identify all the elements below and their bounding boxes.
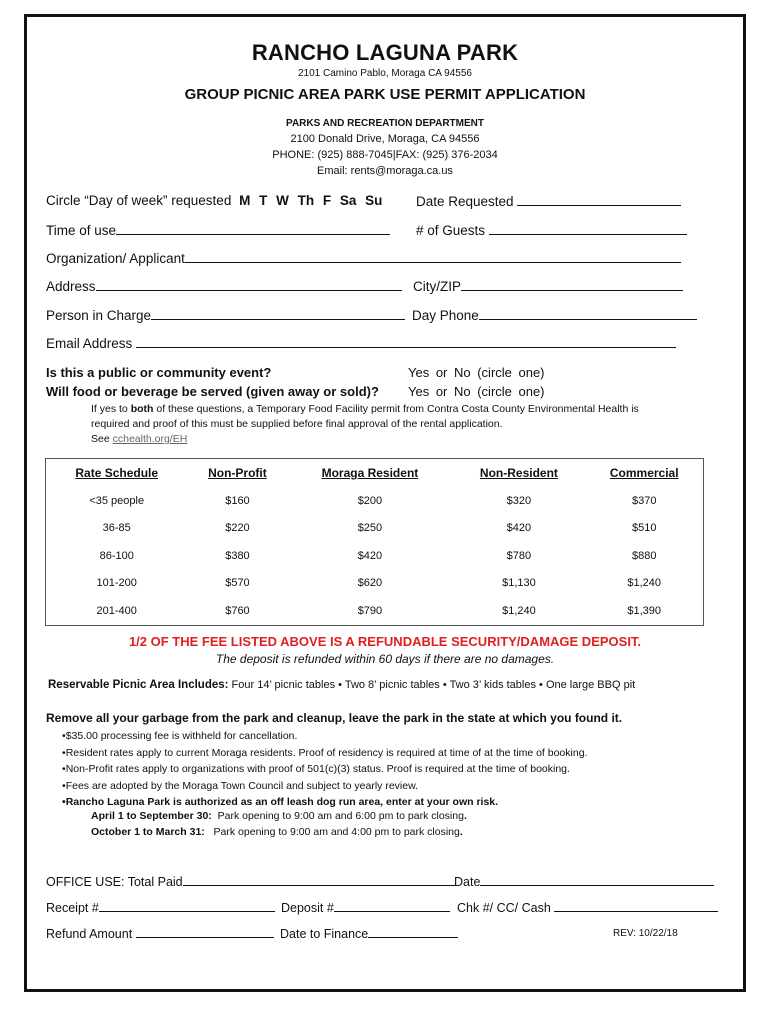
column-header: Rate Schedule (75, 466, 159, 480)
guests-label: # of Guests (416, 223, 486, 238)
date-requested-row (416, 193, 681, 209)
column-header: Commercial (609, 466, 679, 480)
table-cell: $780 (506, 549, 532, 562)
table-cell: $370 (631, 494, 657, 507)
column-header: Non-Resident (479, 466, 558, 480)
rate-schedule-table (45, 458, 704, 626)
rules-list (62, 728, 587, 811)
reservable-label: Reservable Picnic Area Includes: (48, 679, 229, 691)
list-item: • Resident rates apply to current Moraga residents. Proof of residency is required at time of at the time of booking. (62, 745, 587, 762)
public-event-answer[interactable]: Yes or No (circle one) (408, 365, 545, 380)
organization-label: Organization/ Applicant (46, 251, 185, 266)
refund-amount-label: Refund Amount (46, 927, 133, 941)
refund-amount-row (46, 925, 274, 941)
table-cell: 36-85 (102, 522, 131, 535)
day-phone-label: Day Phone (412, 308, 479, 323)
cchealth-link[interactable]: cchealth.org/EH (112, 433, 188, 445)
food-answer[interactable]: Yes or No (circle one) (408, 384, 545, 399)
office-date-field[interactable] (480, 873, 714, 886)
table-cell: $420 (506, 522, 532, 535)
email-label: Email Address (46, 336, 133, 351)
note-text: of these questions, a Temporary Food Facility permit from Contra Costa County Environmental Health is (156, 403, 639, 415)
table-cell: $420 (357, 549, 383, 562)
page-title: RANCHO LAGUNA PARK (251, 40, 519, 65)
table-cell: $380 (225, 549, 250, 562)
table-cell: $1,240 (502, 604, 536, 617)
payment-method-row (457, 899, 718, 915)
table-row (46, 570, 704, 598)
office-date-label: Date (454, 875, 481, 889)
person-in-charge-field[interactable] (151, 307, 405, 320)
table-cell: $1,130 (502, 577, 536, 590)
column-header: Non-Profit (208, 466, 267, 480)
address-label: Address (46, 279, 96, 294)
email-field[interactable] (136, 335, 676, 348)
day-of-week-row (46, 193, 382, 208)
table-cell: $570 (225, 577, 250, 590)
table-cell: $1,390 (627, 604, 662, 617)
note-text: If yes to (91, 403, 128, 415)
time-of-use-label: Time of use (46, 223, 117, 238)
address-field[interactable] (96, 278, 402, 291)
table-cell: $320 (506, 494, 532, 507)
day-of-week-label: Circle “Day of week” requested (46, 193, 232, 208)
organization-field[interactable] (185, 250, 681, 263)
table-cell: <35 people (89, 494, 145, 507)
column-header: Moraga Resident (321, 466, 419, 480)
note-text: required and proof of this must be supplied before final approval of the rental application. (91, 418, 503, 430)
receipt-row (46, 899, 275, 915)
office-date-row (454, 873, 714, 889)
summer-hours-text: Park opening to 9:00 am and 6:00 pm to park closing (217, 810, 464, 822)
day-phone-field[interactable] (479, 307, 697, 320)
table-cell: $760 (225, 604, 250, 617)
payment-method-field[interactable] (554, 899, 718, 912)
date-to-finance-field[interactable] (368, 925, 458, 938)
deposit-notice: 1/2 OF THE FEE LISTED ABOVE IS A REFUNDABLE SECURITY/DAMAGE DEPOSIT. (128, 634, 642, 649)
table-cell: $200 (357, 494, 383, 507)
department-name: PARKS AND RECREATION DEPARTMENT (286, 118, 484, 129)
person-in-charge-label: Person in Charge (46, 308, 152, 323)
table-cell: $250 (357, 522, 383, 535)
table-cell: $1,240 (627, 577, 662, 590)
list-item: • Non-Profit rates apply to organizations with proof of 501(c)(3) status. Proof is required at the time of booking. (62, 761, 587, 778)
table-cell: $880 (631, 549, 657, 562)
department-address: 2100 Donald Drive, Moraga, CA 94556 (290, 133, 480, 145)
food-permit-note (91, 402, 639, 447)
deposit-refund-note: The deposit is refunded within 60 days if there are no damages. (215, 652, 555, 666)
summer-hours: April 1 to September 30: Park opening to 9:00 am and 6:00 pm to park closing. (91, 810, 467, 822)
table-cell: $790 (357, 604, 383, 617)
table-cell: 86-100 (99, 549, 134, 562)
total-paid-field[interactable] (183, 873, 457, 886)
table-cell: $620 (357, 577, 383, 590)
reservable-area (48, 679, 635, 691)
department-phone: PHONE: (925) 888-7045|FAX: (925) 376-2034 (272, 149, 498, 161)
note-text: See (91, 433, 110, 445)
table-row (46, 515, 704, 543)
table-row (46, 542, 704, 570)
list-item: • Rancho Laguna Park is authorized as an off leash dog run area, enter at your own risk. (62, 794, 587, 811)
table-cell: $510 (631, 522, 657, 535)
address-row (46, 278, 402, 294)
email-row (46, 335, 676, 351)
receipt-field[interactable] (99, 899, 275, 912)
summer-hours-label: April 1 to September 30: (91, 810, 212, 822)
note-emphasis: both (130, 403, 154, 415)
date-requested-field[interactable] (517, 193, 681, 206)
garbage-heading: Remove all your garbage from the park and cleanup, leave the park in the state at which you found it. (46, 711, 623, 725)
total-paid-label: OFFICE USE: Total Paid (46, 875, 183, 889)
payment-method-label: Chk #/ CC/ Cash (457, 901, 551, 915)
table-cell: 201-400 (96, 604, 137, 617)
revision-date: REV: 10/22/18 (613, 928, 678, 939)
winter-hours: October 1 to March 31: Park opening to 9:00 am and 4:00 pm to park closing. (91, 826, 463, 838)
table-cell: 101-200 (96, 577, 137, 590)
guests-row (416, 222, 687, 238)
reservable-items: Four 14’ picnic tables • Two 8’ picnic tables • Two 3’ kids tables • One large BBQ pit (231, 679, 636, 691)
list-item: • $35.00 processing fee is withheld for cancellation. (62, 728, 587, 745)
time-of-use-row (46, 222, 390, 238)
date-to-finance-row (280, 925, 458, 941)
person-in-charge-row (46, 307, 405, 323)
time-of-use-field[interactable] (116, 222, 390, 235)
table-cell: $220 (225, 522, 250, 535)
date-to-finance-label: Date to Finance (280, 927, 369, 941)
organization-row (46, 250, 681, 266)
table-row (46, 487, 704, 515)
table-cell: $160 (225, 494, 250, 507)
food-question: Will food or beverage be served (given away or sold)? (46, 384, 379, 399)
receipt-label: Receipt # (46, 901, 99, 915)
cityzip-row (413, 278, 683, 294)
guests-field[interactable] (489, 222, 687, 235)
date-requested-label: Date Requested (416, 194, 514, 209)
form-subtitle: GROUP PICNIC AREA PARK USE PERMIT APPLICATION (184, 86, 586, 103)
department-email: Email: rents@moraga.ca.us (317, 165, 453, 177)
refund-amount-field[interactable] (136, 925, 274, 938)
public-event-question: Is this a public or community event? (46, 365, 272, 380)
winter-hours-label: October 1 to March 31: (91, 826, 205, 838)
total-paid-row (46, 873, 457, 889)
cityzip-field[interactable] (461, 278, 683, 291)
table-row (46, 597, 704, 625)
day-of-week-options[interactable]: M T W Th F Sa Su (239, 193, 383, 208)
table-header-row (46, 459, 704, 488)
day-phone-row (412, 307, 697, 323)
deposit-label: Deposit # (281, 901, 334, 915)
list-item: • Fees are adopted by the Moraga Town Council and subject to yearly review. (62, 778, 587, 795)
winter-hours-text: Park opening to 9:00 am and 4:00 pm to park closing (213, 826, 460, 838)
cityzip-label: City/ZIP (413, 279, 462, 294)
deposit-field[interactable] (334, 899, 450, 912)
deposit-row (281, 899, 450, 915)
park-address: 2101 Camino Pablo, Moraga CA 94556 (297, 68, 472, 79)
